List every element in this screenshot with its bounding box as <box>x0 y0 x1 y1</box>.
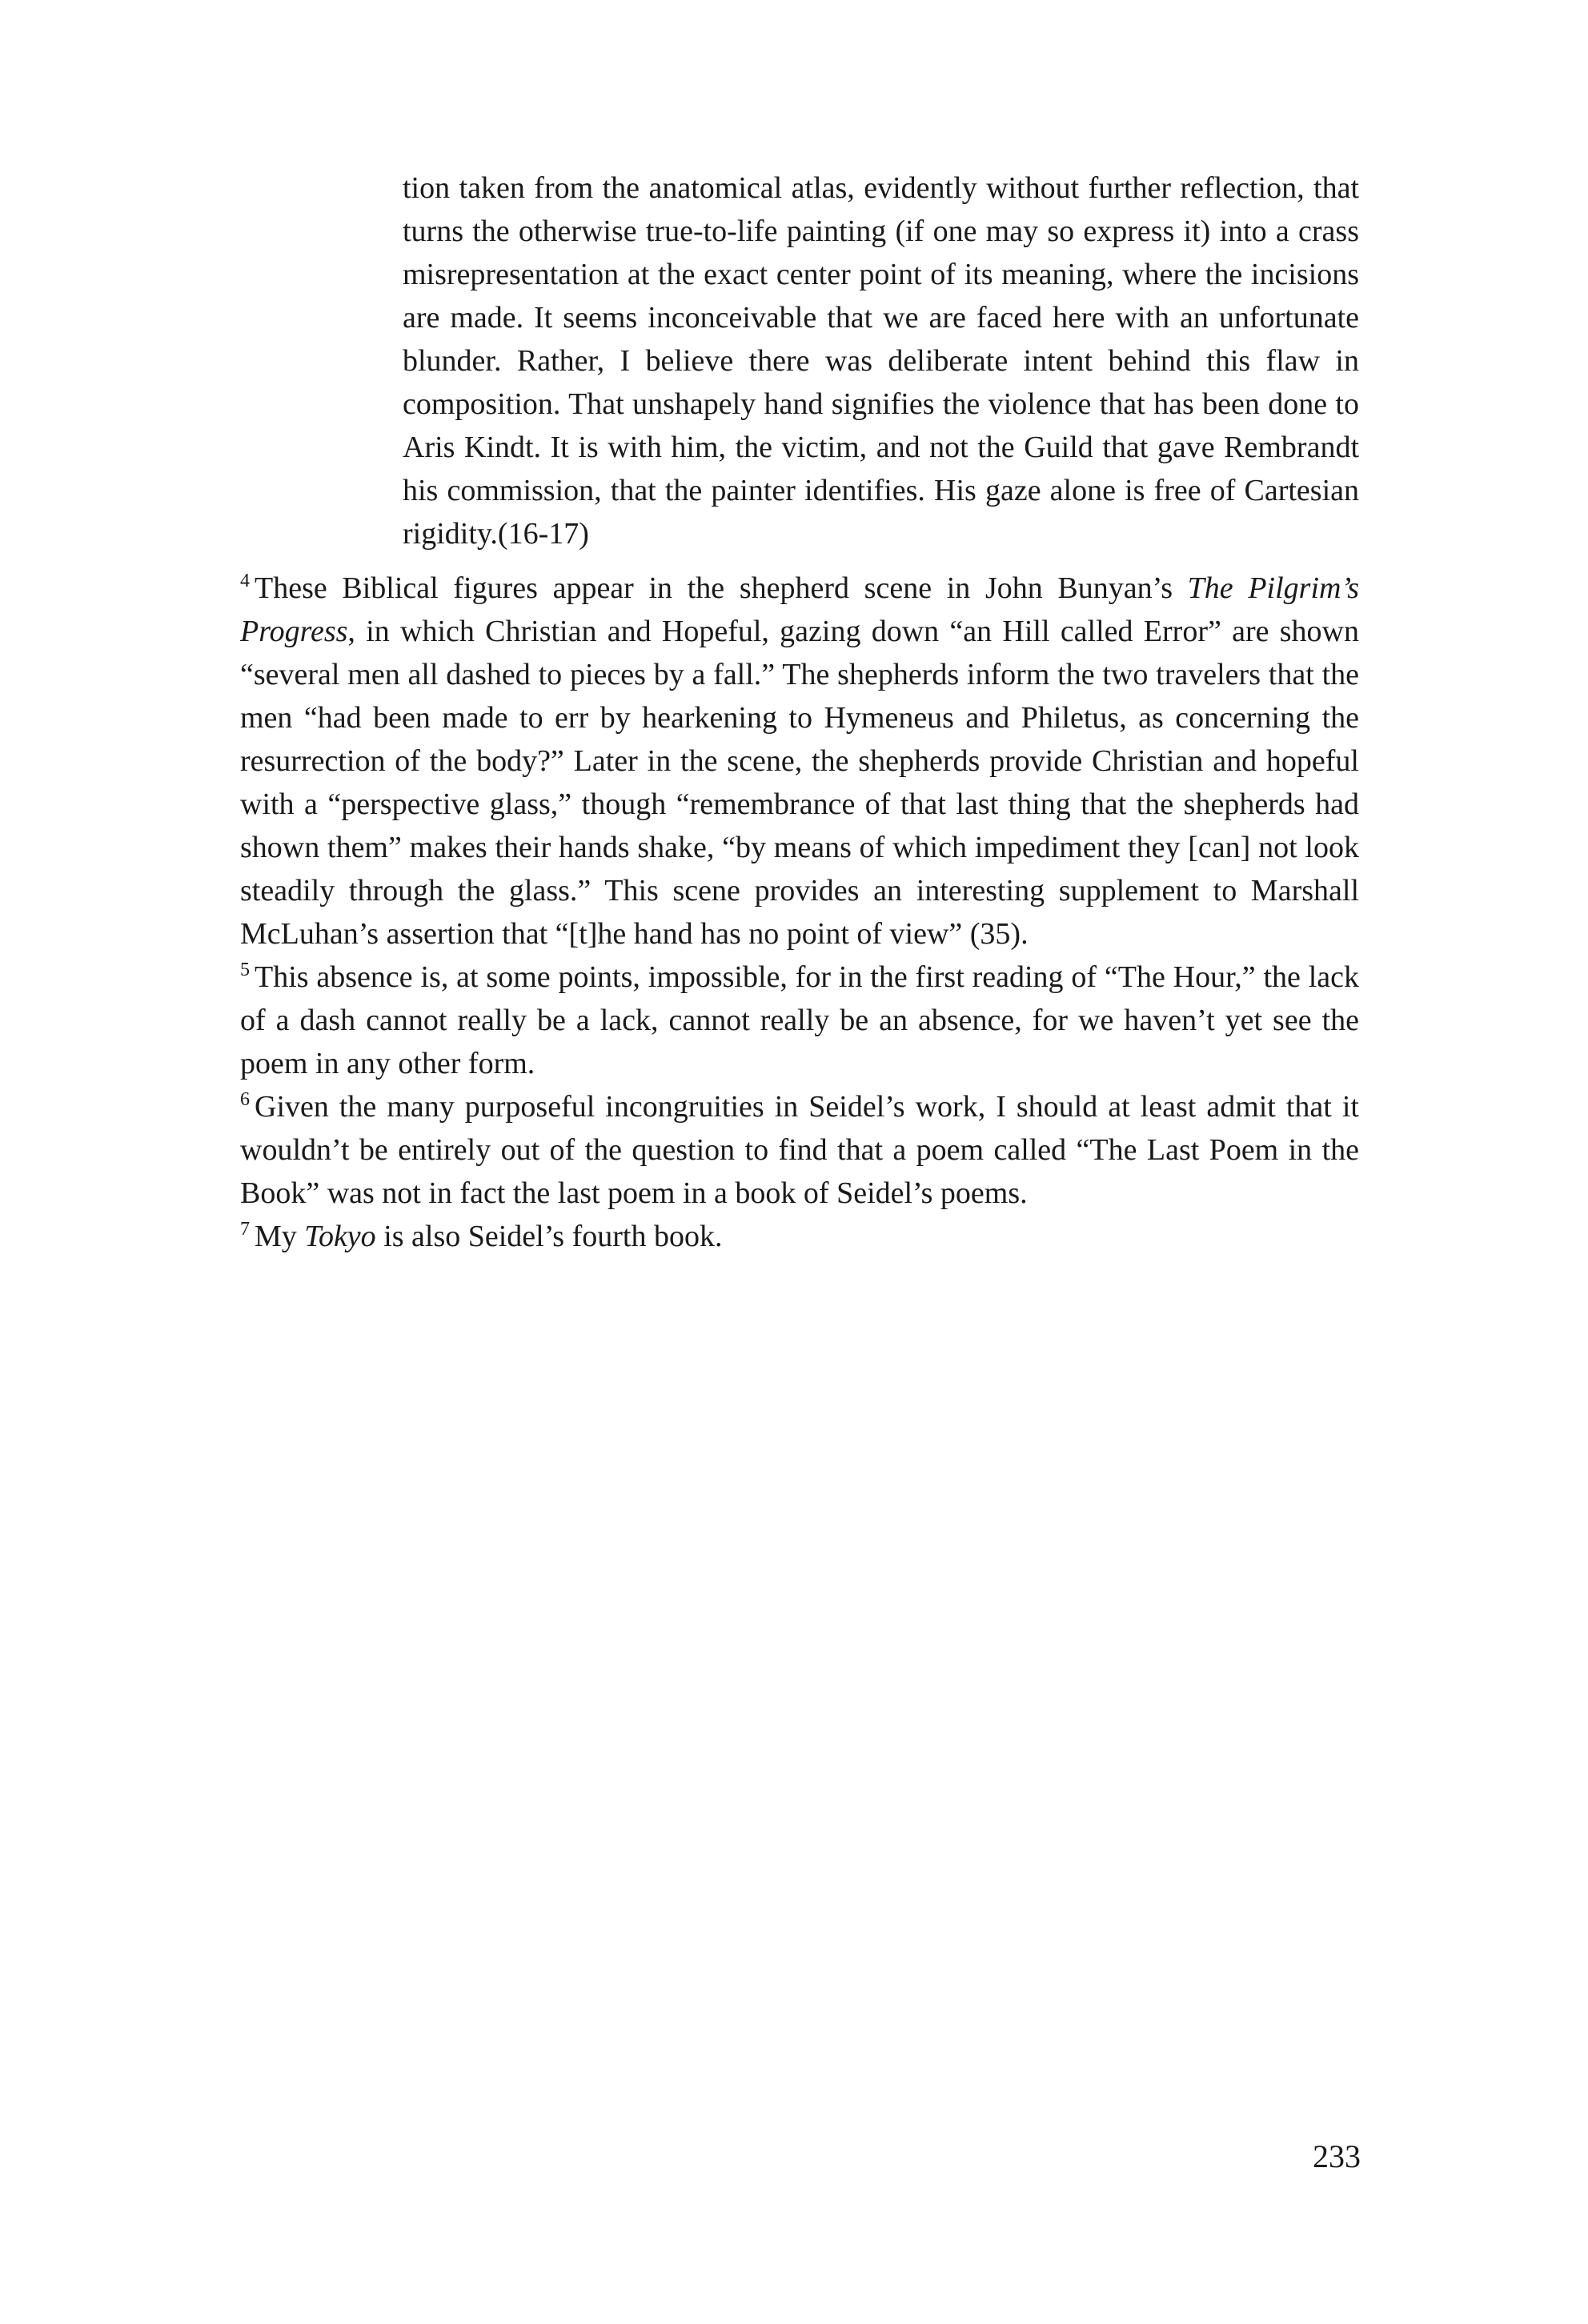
endnote-6 <box>240 1085 1359 1215</box>
endnote-number: 7 <box>240 1219 250 1240</box>
endnote-italic-title: The Pilgrim’s Progress <box>240 571 1359 648</box>
block-quote: tion taken from the anatomical atlas, evidently without further reflection, that turns the otherwise true-to-life painting (if one may so express it) into a crass misrepresentation at the exact center point of its meaning, where the incisions are made. It seems inconceivable that we are faced here with an unfortunate blunder. Rather, I believe there was deliberate intent behind this flaw in composition. That unshapely hand signifies the violence that has been done to Aris Kindt. It is with him, the victim, and not the Guild that gave Rembrandt his commission, that the painter identifies. His gaze alone is free of Cartesian rigidity.(16-17) <box>403 171 1359 551</box>
page-number: 233 <box>1313 2138 1361 2174</box>
endnote-4 <box>240 567 1359 956</box>
endnote-text-continued: , in which Christian and Hopeful, gazing down “an Hill called Error” are shown “several men all dashed to pieces by a fall.” The shepherds inform the two travelers that the men “had been made to err by hearkening to Hymeneus and Philetus, as concerning the resurrection of the body?” Later in the scene, the shepherds provide Christian and hopeful with a “perspective glass,” though “remembrance of that last thing that the shepherds had shown them” makes their hands shake, “by means of which impediment they [can] not look steadily through the glass.” This scene provides an interesting supplement to Marshall McLuhan’s assertion that “[t]he hand has no point of view” (35). <box>240 615 1359 951</box>
endnote-text: My <box>255 1220 305 1253</box>
endnote-number: 5 <box>240 960 250 980</box>
endnote-text-continued: is also Seidel’s fourth book. <box>375 1220 723 1253</box>
endnote-number: 6 <box>240 1089 250 1110</box>
endnote-number: 4 <box>240 571 250 591</box>
endnote-italic-title: Tokyo <box>304 1220 376 1253</box>
endnote-text: Given the many purposeful incongruities in Seidel’s work, I should at least admit that it wouldn’t be entirely out of the question to find that a poem called “The Last Poem in the Book” was not in fact the last poem in a book of Seidel’s poems. <box>240 1090 1359 1210</box>
endnote-text: These Biblical figures appear in the shepherd scene in John Bunyan’s <box>255 571 1188 605</box>
endnote-5 <box>240 956 1359 1085</box>
endnotes <box>240 567 1359 1258</box>
endnote-text: This absence is, at some points, impossible, for in the first reading of “The Hour,” the lack of a dash cannot really be a lack, cannot really be an absence, for we haven’t yet see the poem in any other form. <box>240 960 1359 1080</box>
endnote-7 <box>240 1215 1359 1258</box>
